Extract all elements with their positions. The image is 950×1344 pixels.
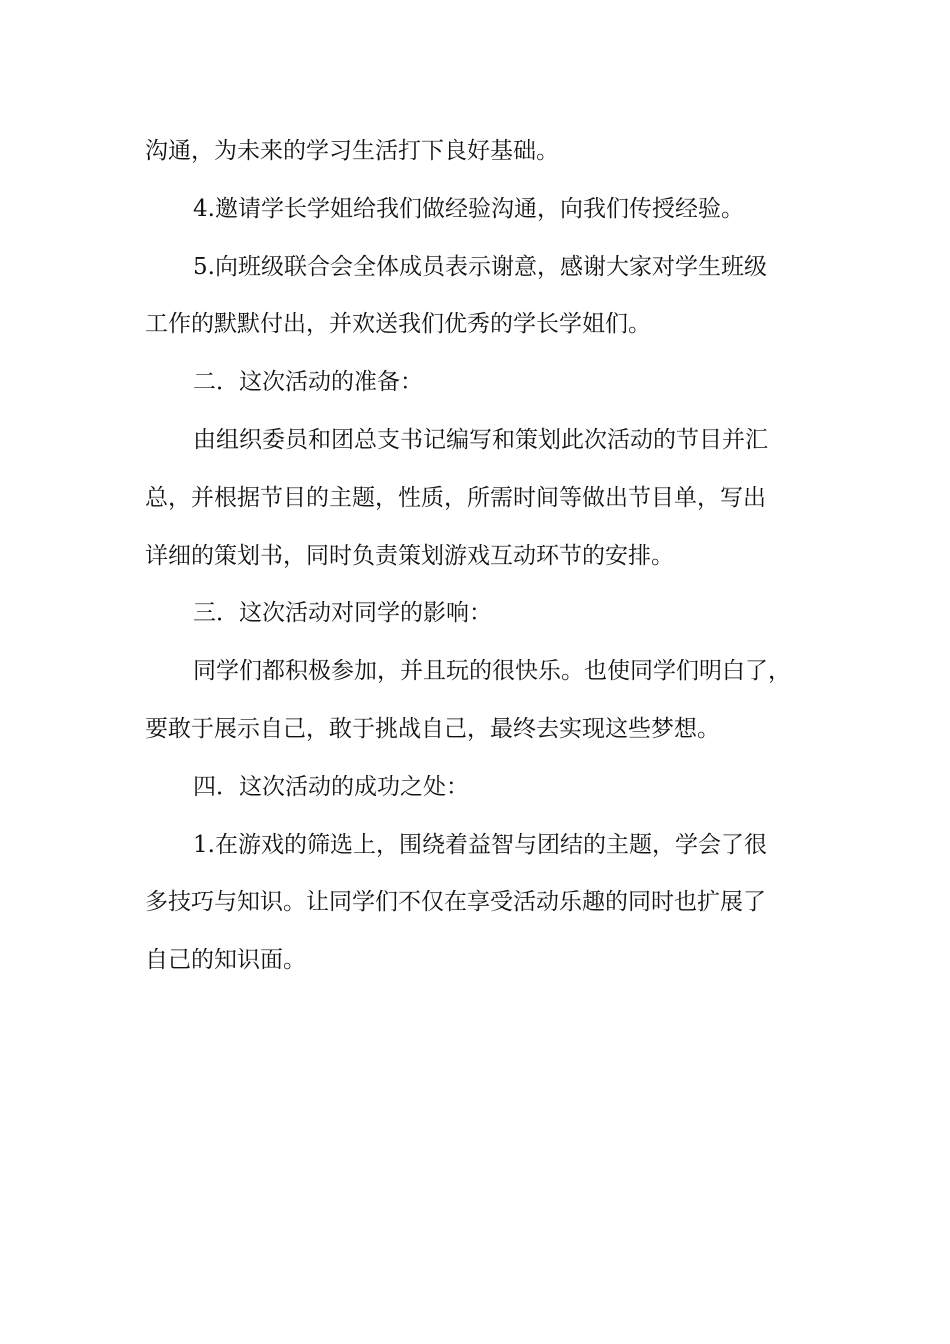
document-body [145, 123, 815, 990]
paragraph-line: 由组织委员和团总支书记编写和策划此次活动的节目并汇 [193, 426, 768, 453]
paragraph-line: 总，并根据节目的主题，性质，所需时间等做出节目单，写出 [145, 484, 766, 511]
section-heading: 三．这次活动对同学的影响： [193, 600, 492, 627]
paragraph-line: 5.向班级联合会全体成员表示谢意，感谢大家对学生班级 [193, 253, 767, 280]
paragraph-line: 沟通，为未来的学习生活打下良好基础。 [145, 138, 559, 164]
paragraph-line: 4.邀请学长学姐给我们做经验沟通，向我们传授经验。 [193, 195, 744, 222]
section-heading: 二．这次活动的准备： [193, 369, 423, 396]
paragraph-line: 同学们都积极参加，并且玩的很快乐。也使同学们明白了， [193, 658, 791, 685]
paragraph-line: 工作的默默付出，并欢送我们优秀的学长学姐们。 [145, 311, 651, 338]
paragraph-line: 自己的知识面。 [145, 947, 306, 974]
paragraph-line: 多技巧与知识。让同学们不仅在享受活动乐趣的同时也扩展了 [145, 889, 766, 916]
paragraph-line: 1.在游戏的筛选上，围绕着益智与团结的主题，学会了很 [193, 831, 767, 858]
paragraph-line: 详细的策划书，同时负责策划游戏互动环节的安排。 [145, 542, 674, 569]
section-heading: 四．这次活动的成功之处： [193, 773, 469, 800]
paragraph-line: 要敢于展示自己，敢于挑战自己，最终去实现这些梦想。 [145, 715, 720, 742]
